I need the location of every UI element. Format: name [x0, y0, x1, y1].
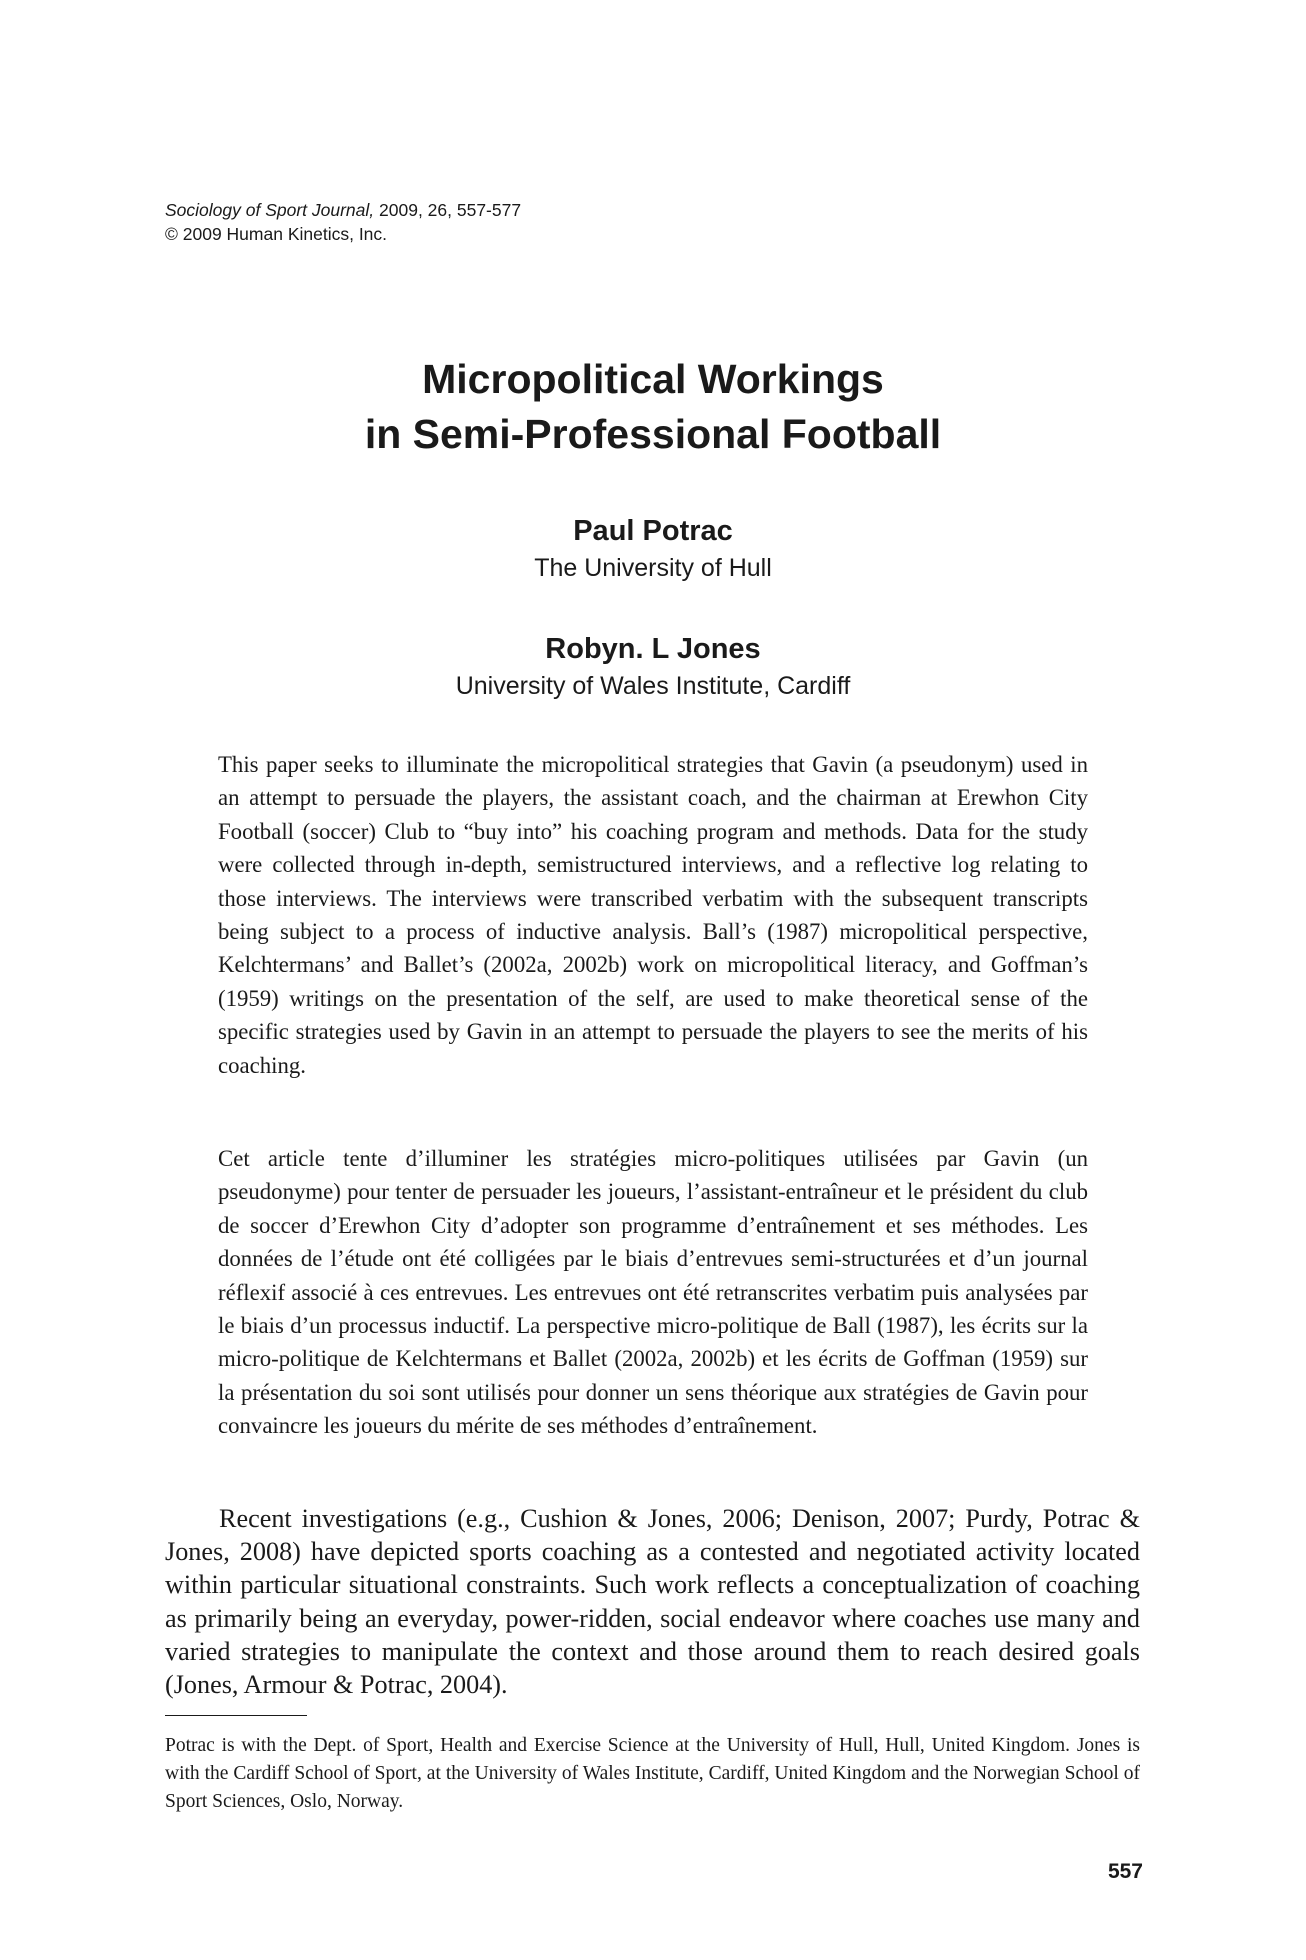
paper-title — [0, 352, 1306, 462]
journal-name: Sociology of Sport Journal, — [165, 200, 375, 220]
journal-citation — [165, 198, 521, 222]
copyright-line: © 2009 Human Kinetics, Inc. — [165, 224, 388, 244]
journal-header — [165, 198, 521, 246]
page-number: 557 — [1107, 1860, 1143, 1883]
abstract-french: Cet article tente d’illuminer les stratégies micro-politiques utilisées par Gavin (un pseudonyme) pour tenter de persuader les joueurs, l’assistant-entraîneur et le président du club de soccer d’Erewhon City d’adopter son programme d’entraînement et ses méthodes. Les données de l’étude ont été colligées par le biais d’entrevues semi-structurées et d’un journal réflexif associé à ces entrevues. Les entrevues ont été retranscrites verbatim puis analysées par le biais d’un processus inductif. La perspective micro-politique de Ball (1987), les écrits sur la micro-politique de Kelchtermans et Ballet (2002a, 2002b) et les écrits de Goffman (1959) sur la présentation du soi sont utilisés pour donner un sens théorique aux stratégies de Gavin pour convaincre les joueurs du mérite de ses méthodes d’entraînement. — [218, 1146, 1088, 1439]
author-footnote: Potrac is with the Dept. of Sport, Health and Exercise Science at the University of Hull, Hull, United Kingdom. Jones is with the Cardiff School of Sport, at the University of Wales Institute, Cardiff, United Kingdom and the Norwegian School of Sport Sciences, Oslo, Norway. — [165, 1735, 1140, 1812]
author-block — [0, 630, 1306, 704]
body-paragraph: Recent investigations (e.g., Cushion & Jones, 2006; Denison, 2007; Purdy, Potrac & Jones, 2008) have depicted sports coaching as a contested and negotiated activity located within particular situational constraints. Such work reflects a conceptualization of coaching as primarily being an everyday, power-ridden, social endeavor where coaches use many and varied strategies to manipulate the context and those around them to reach desired goals (Jones, Armour & Potrac, 2004). — [165, 1504, 1140, 1700]
paper-title-line-1: Micropolitical Workings — [422, 356, 884, 402]
footnote-divider — [165, 1715, 307, 1716]
author-name: Paul Potrac — [573, 515, 733, 547]
paper-title-line-2: in Semi-Professional Football — [364, 411, 942, 457]
author-affiliation: University of Wales Institute, Cardiff — [455, 672, 851, 700]
author-name: Robyn. L Jones — [545, 633, 761, 665]
author-block — [0, 512, 1306, 586]
author-affiliation: The University of Hull — [534, 554, 772, 582]
abstract-english: This paper seeks to illuminate the micropolitical strategies that Gavin (a pseudonym) used in an attempt to persuade the players, the assistant coach, and the chairman at Erewhon City Football (soccer) Club to “buy into” his coaching program and methods. Data for the study were collected through in-depth, semistructured interviews, and a reflective log relating to those interviews. The interviews were transcribed verbatim with the subsequent transcripts being subject to a process of inductive analysis. Ball’s (1987) micropolitical perspective, Kelchtermans’ and Ballet’s (2002a, 2002b) work on micropolitical literacy, and Goffman’s (1959) writings on the presentation of the self, are used to make theoretical sense of the specific strategies used by Gavin in an attempt to persuade the players to see the merits of his coaching. — [218, 752, 1088, 1078]
journal-volume-pages: 2009, 26, 557-577 — [374, 200, 522, 220]
